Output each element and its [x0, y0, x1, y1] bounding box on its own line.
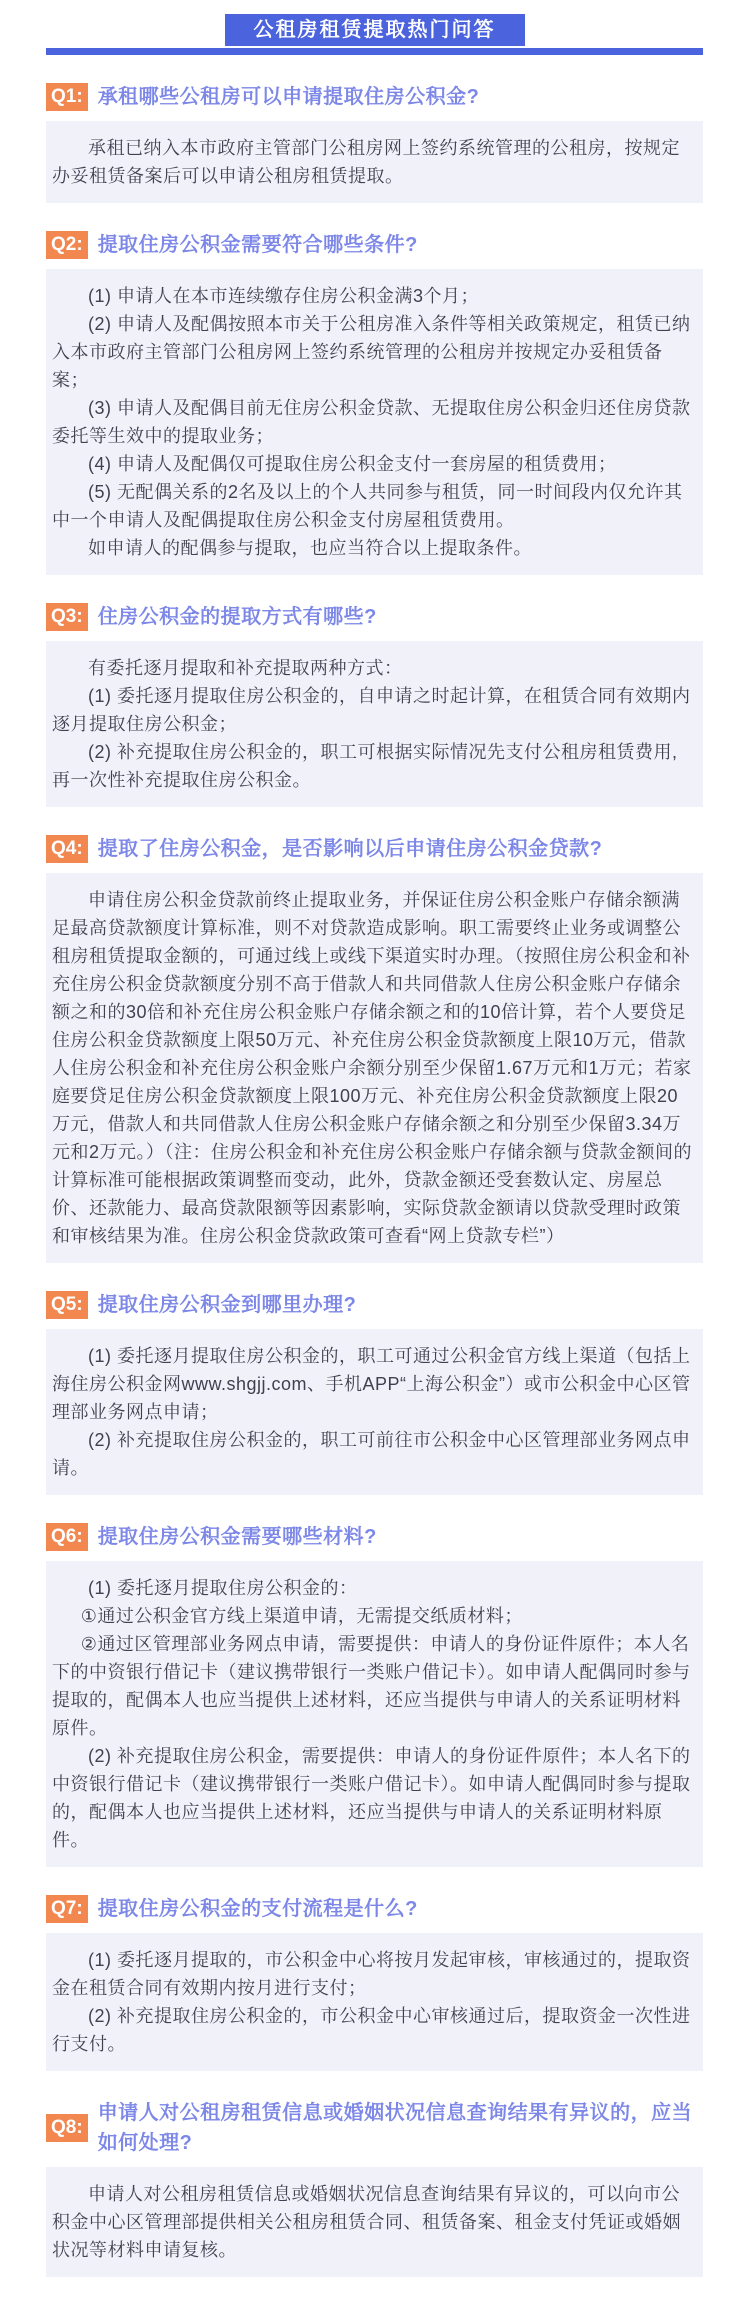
faq-item-q8 — [46, 2098, 703, 2277]
answer-paragraph: ②通过区管理部业务网点申请，需要提供：申请人的身份证件原件；本人名下的中资银行借记卡（建议携带银行一类账户借记卡）。如申请人配偶同时参与提取的，配偶本人也应当提供上述材料，还应当提供与申请人的关系证明材料原件。 — [52, 1634, 691, 1738]
question-row — [46, 82, 703, 112]
question-text: 提取了住房公积金，是否影响以后申请住房公积金贷款? — [97, 838, 603, 860]
question-row — [46, 834, 703, 864]
question-row — [46, 1290, 703, 1320]
answer-box — [46, 269, 703, 575]
answer-paragraph: (1) 委托逐月提取住房公积金的，职工可通过公积金官方线上渠道（包括上海住房公积金网www.shgjj.com、手机APP“上海公积金”）或市公积金中心区管理部业务网点申请； — [52, 1346, 691, 1422]
answer-paragraph: (4) 申请人及配偶仅可提取住房公积金支付一套房屋的租赁费用； — [88, 454, 617, 474]
faq-item-q1 — [46, 82, 703, 203]
faq-item-q3 — [46, 602, 703, 807]
answer-paragraph: (5) 无配偶关系的2名及以上的个人共同参与租赁，同一时间段内仅允许其中一个申请人及配偶提取住房公积金支付房屋租赁费用。 — [52, 482, 683, 530]
question-number-badge: Q4: — [46, 835, 88, 863]
question-text: 承租哪些公租房可以申请提取住房公积金? — [97, 86, 480, 108]
faq-item-q7 — [46, 1894, 703, 2071]
question-row — [46, 602, 703, 632]
question-row — [46, 1894, 703, 1924]
header-divider-bar — [46, 48, 703, 55]
answer-paragraph: (3) 申请人及配偶目前无住房公积金贷款、无提取住房公积金归还住房贷款委托等生效中的提取业务； — [52, 398, 691, 446]
answer-paragraph: 申请人对公租房租赁信息或婚姻状况信息查询结果有异议的，可以向市公积金中心区管理部提供相关公租房租赁合同、租赁备案、租金支付凭证或婚姻状况等材料申请复核。 — [52, 2184, 681, 2260]
faq-item-q2 — [46, 230, 703, 575]
answer-box — [46, 1561, 703, 1867]
answer-box — [46, 873, 703, 1263]
answer-paragraph: (2) 补充提取住房公积金的，职工可根据实际情况先支付公租房租赁费用,再一次性补充提取住房公积金。 — [52, 742, 678, 790]
question-number-badge: Q2: — [46, 231, 88, 259]
question-row — [46, 230, 703, 260]
answer-paragraph: 申请住房公积金贷款前终止提取业务，并保证住房公积金账户存储余额满足最高贷款额度计算标准，则不对贷款造成影响。职工需要终止业务或调整公租房租赁提取金额的，可通过线上或线下渠道实时办理。（按照住房公积金和补充住房公积金贷款额度分别不高于借款人和共同借款人住房公积金账户存储余额之和的30倍和补充住房公积金账户存储余额之和的10倍计算，若个人要贷足住房公积金贷款额度上限50万元、补充住房公积金贷款额度上限10万元，借款人住房公积金和补充住房公积金账户余额分别至少保留1.67万元和1万元；若家庭要贷足住房公积金贷款额度上限100万元、补充住房公积金贷款额度上限20万元，借款人和共同借款人住房公积金账户存储余额之和分别至少保留3.34万元和2万元。）（注：住房公积金和补充住房公积金账户存储余额与贷款金额间的计算标准可能根据政策调整而变动，此外，贷款金额还受套数认定、房屋总价、还款能力、最高贷款限额等因素影响，实际贷款金额请以贷款受理时政策和审核结果为准。住房公积金贷款政策可查看“网上贷款专栏”） — [52, 890, 693, 1246]
answer-paragraph: (2) 申请人及配偶按照本市关于公租房准入条件等相关政策规定，租赁已纳入本市政府主管部门公租房网上签约系统管理的公租房并按规定办妥租赁备案； — [52, 314, 691, 390]
answer-box — [46, 2167, 703, 2277]
answer-box — [46, 641, 703, 807]
answer-paragraph: (1) 委托逐月提取的，市公积金中心将按月发起审核，审核通过的，提取资金在租赁合同有效期内按月进行支付； — [52, 1950, 691, 1998]
question-text: 提取住房公积金需要符合哪些条件? — [97, 234, 418, 256]
answer-paragraph: 承租已纳入本市政府主管部门公租房网上签约系统管理的公租房，按规定办妥租赁备案后可以申请公租房租赁提取。 — [52, 138, 680, 186]
question-text: 申请人对公租房租赁信息或婚姻状况信息查询结果有异议的，应当如何处理? — [97, 2102, 693, 2154]
answer-paragraph: (2) 补充提取住房公积金的，职工可前往市公积金中心区管理部业务网点申请。 — [52, 1430, 691, 1478]
question-text: 住房公积金的提取方式有哪些? — [97, 606, 377, 628]
answer-paragraph: 如申请人的配偶参与提取，也应当符合以上提取条件。 — [88, 538, 532, 558]
answer-box — [46, 1933, 703, 2071]
answer-paragraph: 有委托逐月提取和补充提取两种方式： — [88, 658, 403, 678]
faq-item-q4 — [46, 834, 703, 1263]
question-number-badge: Q3: — [46, 603, 88, 631]
question-text: 提取住房公积金到哪里办理? — [97, 1294, 357, 1316]
page-header — [0, 14, 749, 46]
question-row — [46, 2098, 703, 2158]
question-number-badge: Q6: — [46, 1523, 88, 1551]
answer-paragraph: (1) 委托逐月提取住房公积金的，自申请之时起计算，在租赁合同有效期内逐月提取住房公积金； — [52, 686, 691, 734]
answer-paragraph: ①通过公积金官方线上渠道申请，无需提交纸质材料； — [80, 1606, 523, 1626]
question-text: 提取住房公积金需要哪些材料? — [97, 1526, 377, 1548]
answer-paragraph: (2) 补充提取住房公积金，需要提供：申请人的身份证件原件；本人名下的中资银行借记卡（建议携带银行一类账户借记卡）。如申请人配偶同时参与提取的，配偶本人也应当提供上述材料，还应当提供与申请人的关系证明材料原件。 — [52, 1746, 691, 1850]
question-text: 提取住房公积金的支付流程是什么? — [97, 1898, 418, 1920]
question-number-badge: Q7: — [46, 1895, 88, 1923]
answer-paragraph: (1) 申请人在本市连续缴存住房公积金满3个月； — [88, 286, 480, 306]
faq-item-q5 — [46, 1290, 703, 1495]
faq-item-q6 — [46, 1522, 703, 1867]
page-title: 公租房租赁提取热门问答 — [225, 14, 525, 46]
question-number-badge: Q8: — [46, 2114, 88, 2142]
question-number-badge: Q1: — [46, 83, 88, 111]
answer-box — [46, 1329, 703, 1495]
question-number-badge: Q5: — [46, 1291, 88, 1319]
answer-box — [46, 121, 703, 203]
answer-paragraph: (1) 委托逐月提取住房公积金的： — [88, 1578, 358, 1598]
answer-paragraph: (2) 补充提取住房公积金的，市公积金中心审核通过后，提取资金一次性进行支付。 — [52, 2006, 691, 2054]
question-row — [46, 1522, 703, 1552]
